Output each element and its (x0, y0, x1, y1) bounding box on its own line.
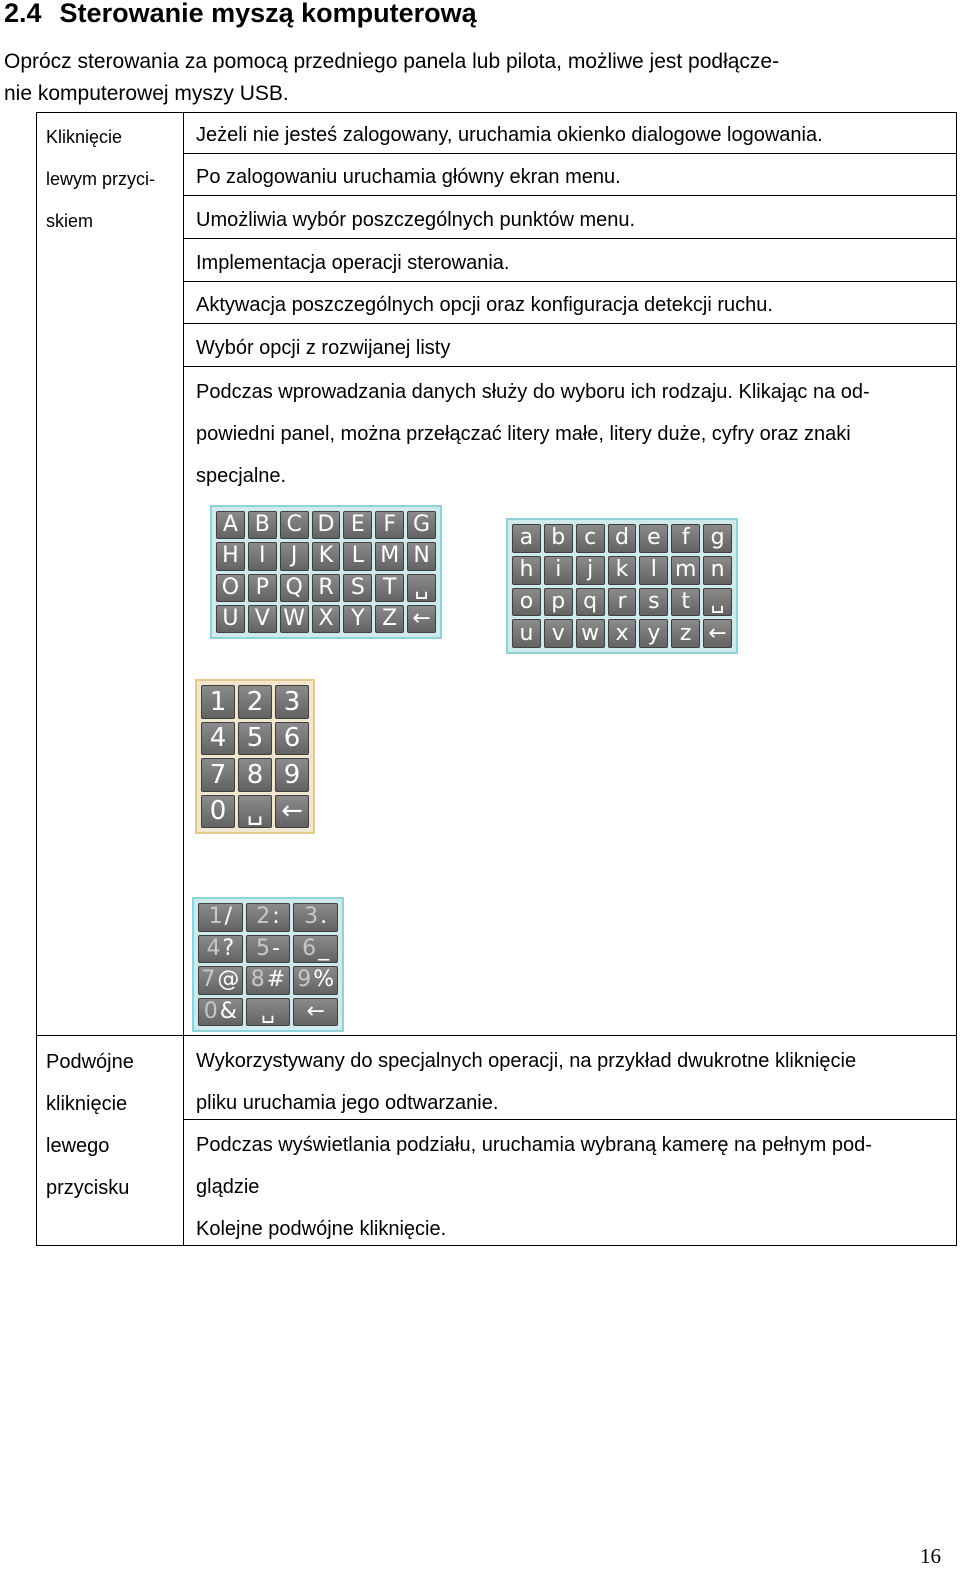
keyboard-key[interactable]: ␣ (407, 574, 436, 602)
keyboard-key[interactable]: k (608, 556, 637, 585)
key-digit: 2 (256, 904, 271, 930)
keyboard-key[interactable] (198, 998, 243, 1027)
double-click-label (46, 1041, 176, 1209)
keyboard-key[interactable]: I (248, 542, 277, 570)
key-symbol: ? (222, 935, 235, 961)
keyboard-key[interactable]: a (512, 524, 541, 553)
keyboard-key[interactable]: o (512, 588, 541, 617)
keyboard-key[interactable]: d (608, 524, 637, 553)
description-line: Po zalogowaniu uruchamia główny ekran menu. (196, 166, 621, 188)
keyboard-key[interactable]: J (280, 542, 309, 570)
left-click-label (46, 116, 176, 242)
keyboard-key[interactable] (293, 903, 338, 932)
description-line: Implementacja operacji sterowania. (196, 252, 510, 274)
label-line: Podwójne (46, 1051, 134, 1073)
input-mode-paragraph: Podczas wprowadzania danych służy do wyboru ich rodzaju. Klikając na od-powiedni panel, można przełączać litery małe, litery duże, cyfry oraz znaki specjalne. (196, 381, 870, 487)
keyboard-key[interactable] (198, 935, 243, 964)
row-divider (36, 1035, 957, 1036)
description-line: glądzie (196, 1176, 260, 1198)
keyboard-key[interactable]: v (544, 619, 573, 648)
keyboard-key[interactable] (246, 998, 291, 1027)
keyboard-key[interactable]: r (608, 588, 637, 617)
keyboard-key[interactable]: h (512, 556, 541, 585)
keyboard-key[interactable]: c (576, 524, 605, 553)
key-symbol: - (272, 935, 280, 961)
description-line: pliku uruchamia jego odtwarzanie. (196, 1092, 499, 1114)
keyboard-key[interactable]: S (343, 574, 372, 602)
keyboard-key[interactable]: M (375, 542, 404, 570)
key-digit: 9 (297, 967, 312, 993)
key-symbol: _ (318, 935, 330, 961)
section-title: Sterowanie myszą komputerową (59, 0, 477, 28)
key-digit: 1 (208, 904, 223, 930)
keyboard-key[interactable]: N (407, 542, 436, 570)
row-divider (183, 281, 957, 282)
keyboard-key[interactable]: Z (375, 605, 404, 633)
keyboard-key[interactable]: s (639, 588, 668, 617)
keyboard-key[interactable]: 4 (201, 722, 235, 756)
keyboard-key[interactable] (293, 998, 338, 1027)
keyboard-key[interactable]: y (639, 619, 668, 648)
label-line: przycisku (46, 1177, 130, 1199)
keyboard-key[interactable] (246, 966, 291, 995)
description-line: Umożliwia wybór poszczególnych punktów menu. (196, 209, 636, 231)
description-line: Podczas wyświetlania podziału, uruchamia wybraną kamerę na pełnym pod- (196, 1134, 872, 1156)
keyboard-key[interactable]: B (248, 511, 277, 539)
keyboard-key[interactable] (246, 935, 291, 964)
keyboard-key[interactable]: P (248, 574, 277, 602)
keyboard-key[interactable]: X (312, 605, 341, 633)
symbols-keyboard-panel[interactable] (192, 897, 344, 1032)
keyboard-key[interactable]: ␣ (703, 588, 732, 617)
intro-paragraph (4, 46, 944, 110)
description-line: Jeżeli nie jesteś zalogowany, uruchamia okienko dialogowe logowania. (196, 124, 823, 146)
key-symbol: % (313, 967, 335, 993)
label-line: lewym przyci- (46, 169, 156, 189)
keyboard-key[interactable]: 0 (201, 795, 235, 829)
keyboard-key[interactable]: L (343, 542, 372, 570)
key-digit: 7 (201, 967, 216, 993)
lowercase-keyboard-panel[interactable] (506, 518, 738, 654)
keyboard-key[interactable]: W (280, 605, 309, 633)
keyboard-key[interactable]: 8 (238, 758, 272, 792)
row-divider (183, 323, 957, 324)
keyboard-key[interactable]: p (544, 588, 573, 617)
keyboard-key[interactable]: T (375, 574, 404, 602)
key-digit: 5 (256, 935, 271, 961)
keyboard-key[interactable]: C (280, 511, 309, 539)
description-line: Aktywacja poszczególnych opcji oraz konfiguracja detekcji ruchu. (196, 294, 773, 316)
keyboard-key[interactable]: E (343, 511, 372, 539)
key-digit: 3 (304, 904, 319, 930)
label-line: skiem (46, 211, 94, 231)
keyboard-key[interactable]: O (216, 574, 245, 602)
row-divider (183, 153, 957, 154)
keyboard-key[interactable]: K (312, 542, 341, 570)
keyboard-key[interactable]: 3 (275, 685, 309, 719)
key-digit: 8 (250, 967, 265, 993)
key-symbol: ← (306, 998, 325, 1024)
keyboard-key[interactable]: m (671, 556, 700, 585)
keyboard-key[interactable]: 2 (238, 685, 272, 719)
key-symbol: ␣ (261, 998, 275, 1024)
keyboard-key[interactable]: A (216, 511, 245, 539)
keyboard-key[interactable]: ␣ (238, 795, 272, 829)
keyboard-key[interactable]: b (544, 524, 573, 553)
keyboard-key[interactable]: 9 (275, 758, 309, 792)
section-heading (4, 0, 477, 29)
key-symbol: . (320, 904, 328, 930)
keyboard-key[interactable]: w (576, 619, 605, 648)
key-symbol: @ (217, 967, 240, 993)
keyboard-key[interactable]: i (544, 556, 573, 585)
keyboard-key[interactable] (198, 966, 243, 995)
keyboard-key[interactable]: R (312, 574, 341, 602)
keyboard-key[interactable]: Q (280, 574, 309, 602)
description-line: Kolejne podwójne kliknięcie. (196, 1218, 447, 1240)
table-column-divider (183, 112, 184, 1246)
keyboard-key[interactable]: H (216, 542, 245, 570)
page-number: 16 (920, 1544, 941, 1568)
keyboard-key[interactable] (246, 903, 291, 932)
keyboard-key[interactable]: e (639, 524, 668, 553)
keyboard-key[interactable]: ← (407, 605, 436, 633)
key-symbol: # (266, 967, 286, 993)
section-number: 2.4 (4, 0, 42, 28)
keyboard-key[interactable] (293, 966, 338, 995)
keyboard-key[interactable]: t (671, 588, 700, 617)
key-digit: 6 (302, 935, 317, 961)
description-line: Wykorzystywany do specjalnych operacji, na przykład dwukrotne kliknięcie (196, 1050, 857, 1072)
row-divider (183, 238, 957, 239)
keyboard-key[interactable]: 6 (275, 722, 309, 756)
key-symbol: & (219, 998, 237, 1024)
keyboard-key[interactable]: u (512, 619, 541, 648)
uppercase-keyboard-panel[interactable] (210, 505, 442, 639)
key-symbol: : (272, 904, 280, 930)
description-line: Wybór opcji z rozwijanej listy (196, 337, 451, 359)
keyboard-key[interactable]: 1 (201, 685, 235, 719)
label-line: Kliknięcie (46, 127, 123, 147)
keyboard-key[interactable]: x (608, 619, 637, 648)
keyboard-key[interactable]: U (216, 605, 245, 633)
intro-line: nie komputerowej myszy USB. (4, 82, 289, 105)
keyboard-key[interactable]: q (576, 588, 605, 617)
keyboard-key[interactable]: f (671, 524, 700, 553)
label-line: lewego (46, 1135, 110, 1157)
keyboard-key[interactable]: D (312, 511, 341, 539)
key-digit: 0 (203, 998, 218, 1024)
row-divider (183, 366, 957, 367)
keyboard-key[interactable]: Y (343, 605, 372, 633)
key-symbol: / (224, 904, 233, 930)
key-digit: 4 (206, 935, 221, 961)
keyboard-key[interactable]: g (703, 524, 732, 553)
intro-line: Oprócz sterowania za pomocą przedniego panela lub pilota, możliwe jest podłącze- (4, 50, 780, 73)
keyboard-key[interactable]: 5 (238, 722, 272, 756)
keyboard-key[interactable]: l (639, 556, 668, 585)
keyboard-key[interactable]: j (576, 556, 605, 585)
digits-keyboard-panel[interactable] (195, 679, 315, 834)
row-divider (183, 1119, 957, 1120)
keyboard-key[interactable]: z (671, 619, 700, 648)
keyboard-key[interactable]: ← (703, 619, 732, 648)
keyboard-key[interactable]: V (248, 605, 277, 633)
keyboard-key[interactable] (198, 903, 243, 932)
keyboard-key[interactable]: ← (275, 795, 309, 829)
keyboard-key[interactable]: F (375, 511, 404, 539)
keyboard-key[interactable]: n (703, 556, 732, 585)
label-line: kliknięcie (46, 1093, 128, 1115)
keyboard-key[interactable] (293, 935, 338, 964)
keyboard-key[interactable]: 7 (201, 758, 235, 792)
keyboard-key[interactable]: G (407, 511, 436, 539)
row-divider (183, 195, 957, 196)
